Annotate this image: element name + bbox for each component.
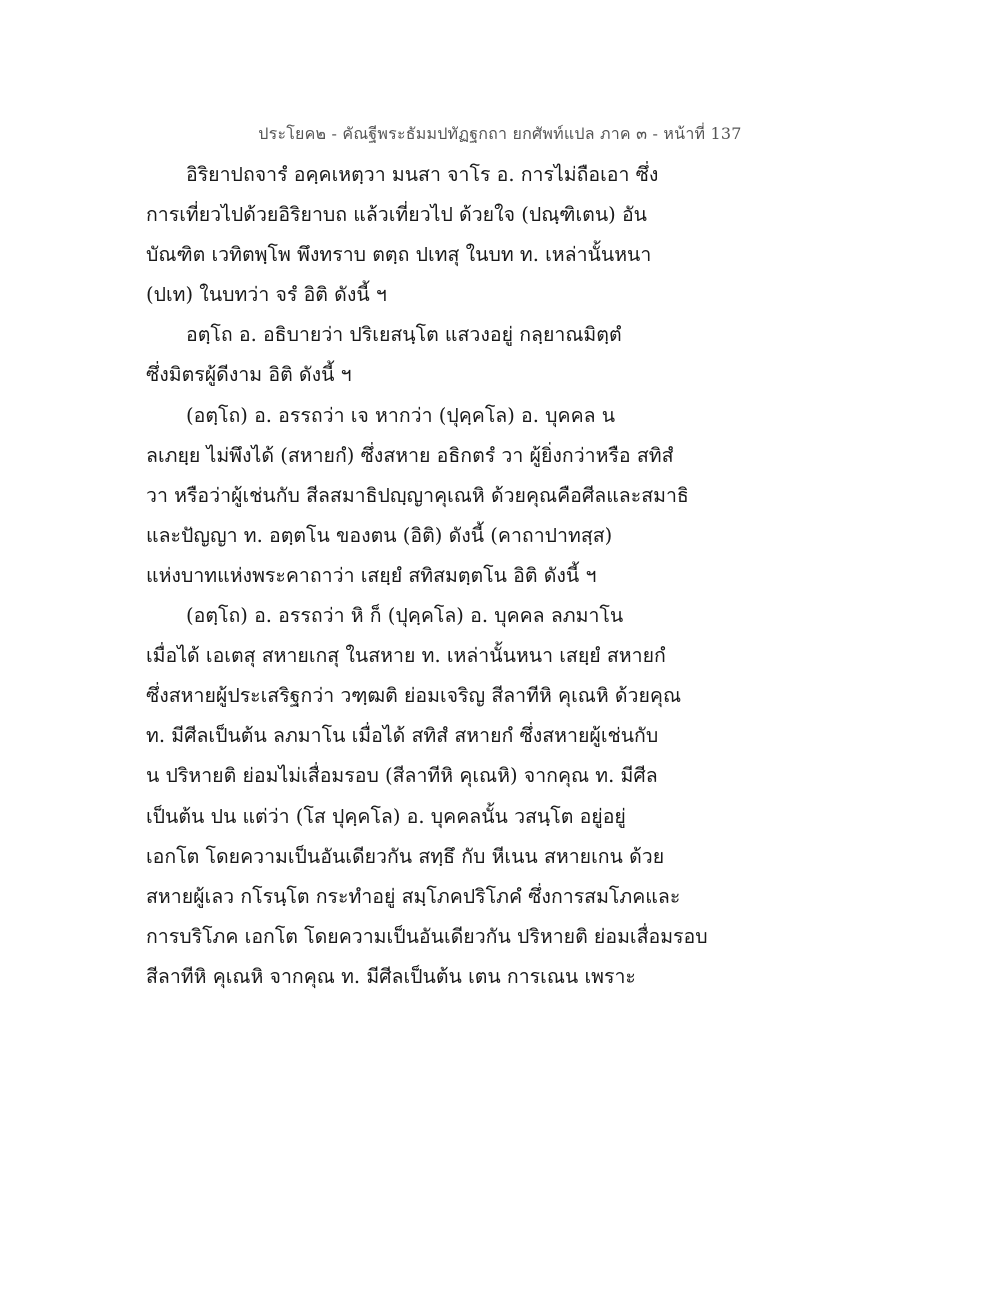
text-line: การบริโภค เอกโต โดยความเป็นอันเดียวกัน ปริหายติ ย่อมเสื่อมรอบ bbox=[146, 924, 708, 948]
text-line: วา หรือว่าผู้เช่นกับ สีลสมาธิปญฺญาคุเณหิ ด้วยคุณคือศีลและสมาธิ bbox=[146, 483, 689, 507]
text-line: และปัญญา ท. อตฺตโน ของตน (อิติ) ดังนี้ (คาถาปาทสฺส) bbox=[146, 523, 613, 547]
text-line: เป็นต้น ปน แต่ว่า (โส ปุคฺคโล) อ. บุคคลนั้น วสนฺโต อยู่อยู่ bbox=[146, 804, 626, 828]
text-line: สหายผู้เลว กโรนฺโต กระทำอยู่ สมฺโภคปริโภคํ ซึ่งการสมโภคและ bbox=[146, 884, 681, 908]
text-line: เอกโต โดยความเป็นอันเดียวกัน สทฺธึ กับ หีเนน สหายเกน ด้วย bbox=[146, 844, 665, 868]
text-line: เมื่อได้ เอเตสุ สหายเกสุ ในสหาย ท. เหล่านั้นหนา เสยฺยํ สหายกํ bbox=[146, 644, 666, 668]
text-line: ซึ่งสหายผู้ประเสริฐกว่า วฑฺฒติ ย่อมเจริญ สีลาทีหิ คุเณหิ ด้วยคุณ bbox=[146, 684, 682, 708]
body-text bbox=[146, 158, 706, 1000]
text-line: น ปริหายติ ย่อมไม่เสื่อมรอบ (สีลาทีหิ คุเณหิ) จากคุณ ท. มีศีล bbox=[146, 764, 658, 788]
text-line: ซึ่งมิตรผู้ดีงาม อิติ ดังนี้ ฯ bbox=[146, 363, 352, 387]
text-line: การเที่ยวไปด้วยอิริยาบถ แล้วเที่ยวไป ด้วยใจ (ปณฺฑิเตน) อัน bbox=[146, 203, 647, 227]
text-line: อตฺโถ อ. อธิบายว่า ปริเยสนฺโต แสวงอยู่ กลฺยาณมิตฺตํ bbox=[186, 323, 622, 347]
text-line: บัณฑิต เวทิตพฺโพ พึงทราบ ตตฺถ ปเทสุ ในบท ท. เหล่านั้นหนา bbox=[146, 243, 652, 267]
text-line: (อตฺโถ) อ. อรรถว่า หิ ก็ (ปุคฺคโล) อ. บุคคล ลภมาโน bbox=[186, 604, 624, 628]
text-line: สีลาทีหิ คุเณหิ จากคุณ ท. มีศีลเป็นต้น เตน การเณน เพราะ bbox=[146, 964, 636, 988]
text-line: (ปเท) ในบทว่า จรํ อิติ ดังนี้ ฯ bbox=[146, 283, 387, 307]
text-line: ท. มีศีลเป็นต้น ลภมาโน เมื่อได้ สทิสํ สหายกํ ซึ่งสหายผู้เช่นกับ bbox=[146, 724, 659, 748]
text-line: แห่งบาทแห่งพระคาถาว่า เสยฺยํ สทิสมตฺตโน อิติ ดังนี้ ฯ bbox=[146, 563, 597, 587]
text-line: ลเภยฺย ไม่พึงได้ (สหายกํ) ซึ่งสหาย อธิกตรํ วา ผู้ยิ่งกว่าหรือ สทิสํ bbox=[146, 443, 674, 467]
page-header: ประโยค๒ - คัณฐีพระธัมมปทัฏฐกถา ยกศัพท์แปล ภาค ๓ - หน้าที่ 137 bbox=[258, 124, 742, 143]
text-line: อิริยาปถจารํ อคฺคเหตฺวา มนสา จาโร อ. การไม่ถือเอา ซึ่ง bbox=[186, 163, 659, 186]
text-line: (อตฺโถ) อ. อรรถว่า เจ หากว่า (ปุคฺคโล) อ. บุคคล น bbox=[186, 403, 616, 427]
